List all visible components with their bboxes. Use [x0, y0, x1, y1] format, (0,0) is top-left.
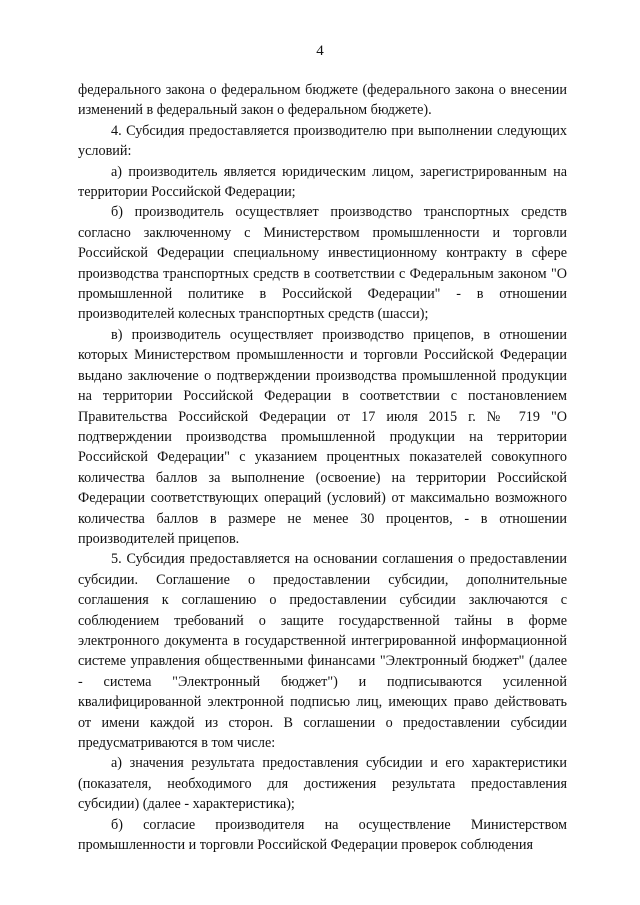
paragraph-item-5-subitem-b: б) согласие производителя на осуществление Министерством промышленности и торговли Российской Федерации проверок соблюдения	[78, 816, 567, 854]
paragraph-item-5-subitem-a: а) значения результата предоставления субсидии и его характеристики (показателя, необходимого для достижения результата предоставления субсидии) (далее - характеристика);	[78, 755, 567, 813]
page-number: 4	[316, 43, 324, 59]
document-body	[78, 80, 567, 855]
paragraph-subitem-a: а) производитель является юридическим лицом, зарегистрированным на территории Российской Федерации;	[78, 163, 567, 201]
paragraph-continuation: федерального закона о федеральном бюджете (федерального закона о внесении изменений в федеральный закон о федеральном бюджете).	[78, 82, 567, 119]
paragraph-item-4: 4. Субсидия предоставляется производителю при выполнении следующих условий:	[78, 122, 567, 160]
paragraph-subitem-b: б) производитель осуществляет производство транспортных средств согласно заключенному с Министерством промышленности и торговли Российской Федерации специальному инвестиционному контракту в сфере производства транспортных средств в соответствии с Федеральным законом "О промышленной политике в Российской Федерации" - в отношении производителей колесных транспортных средств (шасси);	[78, 204, 567, 323]
paragraph-item-5: 5. Субсидия предоставляется на основании соглашения о предоставлении субсидии. Соглашение о предоставлении субсидии, дополнительные соглашения к соглашению о предоставлении субсидии заключаются с соблюдением требований о защите государственной тайны в форме электронного документа в государственной интегрированной информационной системе управления общественными финансами "Электронный бюджет" (далее - система "Электронный бюджет") и подписываются усиленной квалифицированной электронной подписью лиц, имеющих право действовать от имени каждой из сторон. В соглашении о предоставлении субсидии предусматриваются в том числе:	[78, 551, 567, 751]
paragraph-subitem-v: в) производитель осуществляет производство прицепов, в отношении которых Министерством промышленности и торговли Российской Федерации выдано заключение о подтверждении производства промышленной продукции на территории Российской Федерации в соответствии с постановлением Правительства Российской Федерации от 17 июля 2015 г. № 719 "О подтверждении производства промышленной продукции на территории Российской Федерации" с указанием процентных показателей совокупного количества баллов за выполнение (освоение) на территории Российской Федерации соответствующих операций (условий) от максимально возможного количества баллов в размере не менее 30 процентов, - в отношении производителей прицепов.	[78, 326, 567, 547]
